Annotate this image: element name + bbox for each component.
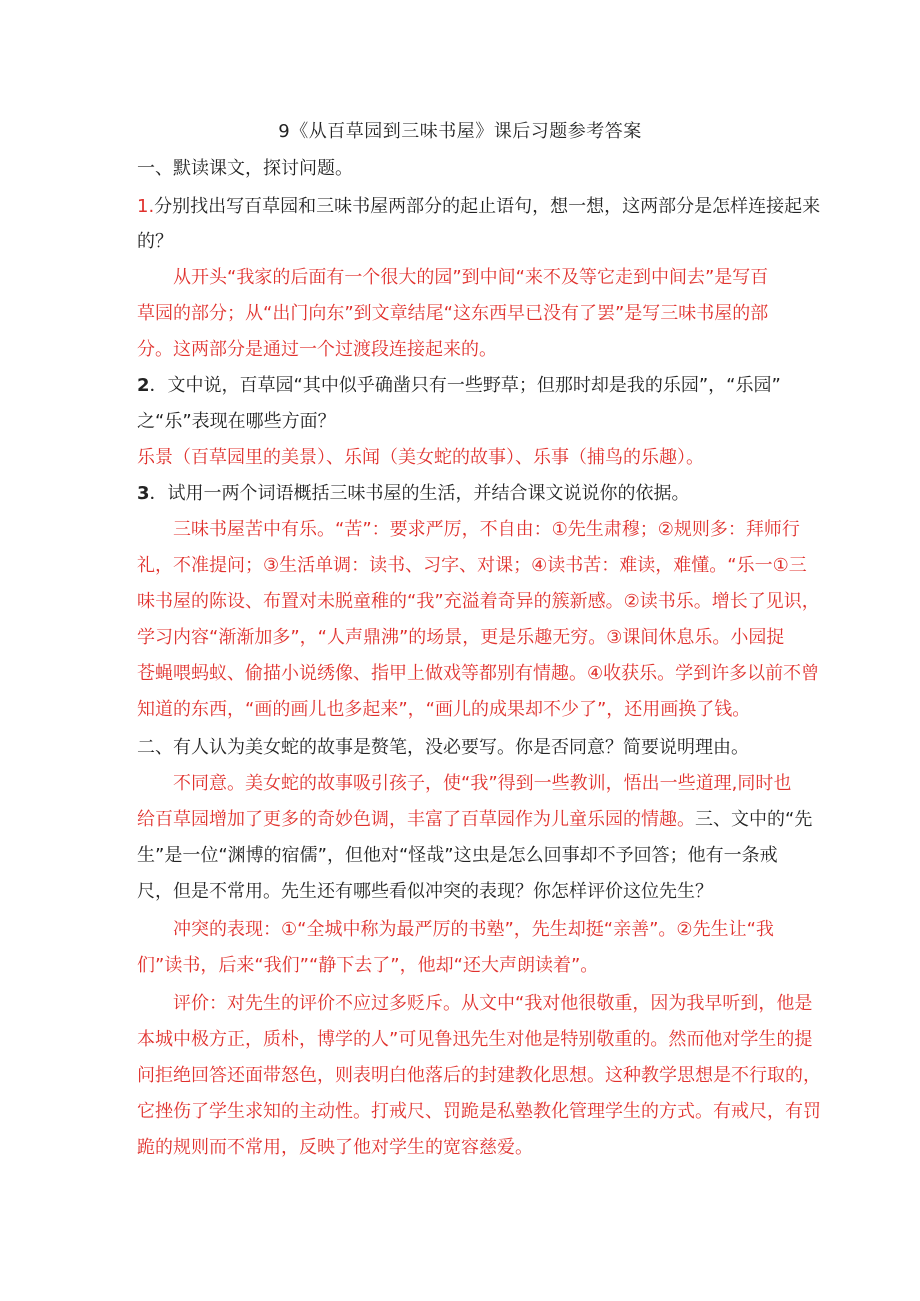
section-heading-1: 一、默读课文，探讨问题。 xyxy=(137,158,353,179)
question-1-line-1 xyxy=(137,195,820,219)
answer-1-line-1: 从开头“我家的后面有一个很大的园”到中间“来不及等它走到中间去”是写百 xyxy=(173,267,769,288)
answer-6-line-1: 评价：对先生的评价不应过多贬斥。从文中“我对他很敬重，因为我早听到，他是 xyxy=(173,993,813,1014)
answer-3-line-1: 三味书屋苦中有乐。“苦”：要求严厉，不自由：①先生肃穆；②规则多：拜师行 xyxy=(173,519,800,540)
question-3-text: ．试用一两个词语概括三味书屋的生活，并结合课文说说你的依据。 xyxy=(149,483,690,504)
answer-6-line-2: 本城中极方正，质朴，博学的人”可见鲁迅先生对他是特别敬重的。然而他对学生的提 xyxy=(137,1029,813,1050)
question-1-number: 1. xyxy=(137,196,155,217)
section-heading-2: 二、有人认为美女蛇的故事是赘笔，没必要写。你是否同意？简要说明理由。 xyxy=(137,737,749,758)
section-3-line-1: 生”是一位“渊博的宿儒”，但他对“怪哉”这虫是怎么回事却不予回答；他有一条戒 xyxy=(137,845,778,866)
answer-4-line-2-text: 给百草园增加了更多的奇妙色调，丰富了百草园作为儿童乐园的情趣。 xyxy=(137,809,695,830)
answer-6-line-3: 问拒绝回答还面带怒色，则表明白他落后的封建教化思想。这种教学思想是不行取的， xyxy=(137,1065,821,1086)
question-2-number: 2 xyxy=(137,375,150,396)
answer-3-line-3: 味书屋的陈设、布置对未脱童稚的“我”充溢着奇异的簇新感。②读书乐。增长了见识， xyxy=(137,591,820,612)
answer-3-line-4: 学习内容“渐渐加多”，“人声鼎沸”的场景，更是乐趣无穷。③课间休息乐。小园捉 xyxy=(137,627,785,648)
section-3-line-2: 尺，但是不常用。先生还有哪些看似冲突的表现？你怎样评价这位先生？ xyxy=(137,881,713,902)
answer-4-line-1: 不同意。美女蛇的故事吸引孩子，使“我”得到一些教训，悟出一些道理,同时也 xyxy=(173,773,792,794)
answer-6-line-4: 它挫伤了学生求知的主动性。打戒尺、罚跪是私塾教化管理学生的方式。有戒尺，有罚 xyxy=(137,1101,821,1122)
answer-3-line-6: 知道的东西，“画的画儿也多起来”，“画儿的成果却不少了”，还用画换了钱。 xyxy=(137,699,751,720)
answer-4-line-2 xyxy=(137,808,812,832)
section-heading-3-start: 三、文中的“先 xyxy=(695,809,813,830)
answer-3-line-5: 苍蝇喂蚂蚁、偷描小说绣像、指甲上做戏等都别有情趣。④收获乐。学到许多以前不曾 xyxy=(137,663,820,684)
question-2-line-2: 之“乐”表现在哪些方面？ xyxy=(137,411,336,432)
answer-1-line-3: 分。这两部分是通过一个过渡段连接起来的。 xyxy=(137,339,497,360)
question-3-number: 3 xyxy=(137,483,150,504)
answer-5-line-2: 们”读书，后来“我们”“静下去了”，他却“还大声朗读着”。 xyxy=(137,955,599,976)
page-title: 9《从百草园到三味书屋》课后习题参考答案 xyxy=(278,121,642,142)
question-1-line-2: 的？ xyxy=(137,231,173,252)
answer-2: 乐景（百草园里的美景）、乐闻（美女蛇的故事）、乐事（捕鸟的乐趣）。 xyxy=(137,447,704,468)
question-3-line-1 xyxy=(137,482,690,506)
answer-1-line-2: 草园的部分；从“出门向东”到文章结尾“这东西早已没有了罢”是写三味书屋的部 xyxy=(137,303,769,324)
question-2-line-1 xyxy=(137,374,781,398)
answer-3-line-2: 礼，不准提问；③生活单调：读书、习字、对课；④读书苦：难读，难懂。“乐一①三 xyxy=(137,555,807,576)
answer-6-line-5: 跪的规则而不常用，反映了他对学生的宽容慈爱。 xyxy=(137,1137,533,1158)
question-1-text: 分别找出写百草园和三味书屋两部分的起止语句，想一想，这两部分是怎样连接起来 xyxy=(154,196,821,217)
answer-5-line-1: 冲突的表现：①“全城中称为最严厉的书塾”，先生却挺“亲善”。②先生让“我 xyxy=(173,919,774,940)
question-2-text: ．文中说，百草园“其中似乎确凿只有一些野草；但那时却是我的乐园”，“乐园” xyxy=(149,375,781,396)
